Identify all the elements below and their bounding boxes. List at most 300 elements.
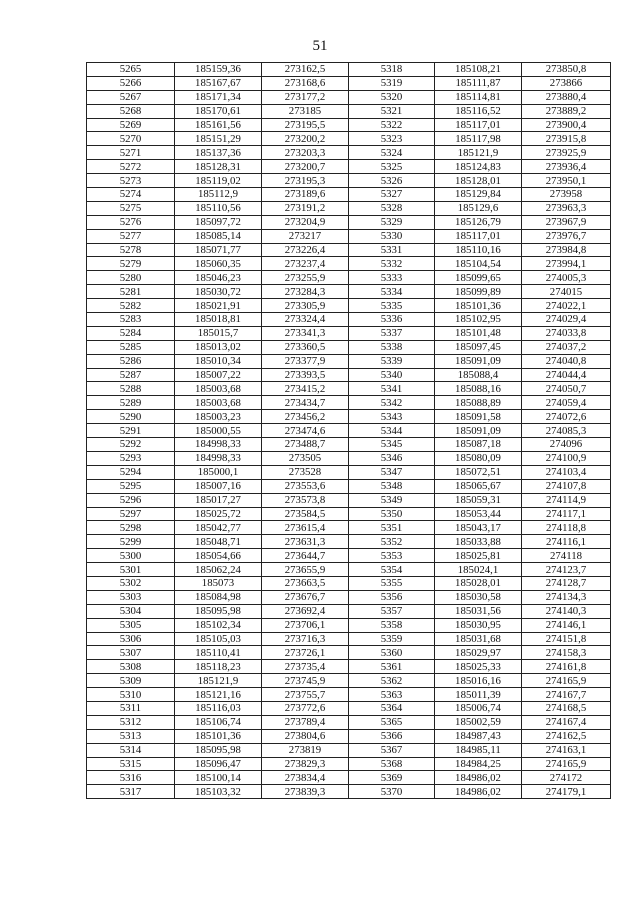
x-coordinate-left-cell: 185167,67 [175,76,262,90]
table-row [87,549,611,563]
x-coordinate-left-cell: 185137,36 [175,146,262,160]
y-coordinate-left-cell: 273631,3 [262,535,349,549]
point-number-left-cell: 5292 [87,438,175,452]
page-number: 51 [312,38,328,54]
point-number-left-cell: 5288 [87,382,175,396]
table-row [87,563,611,577]
y-coordinate-right-cell: 274161,8 [522,660,611,674]
x-coordinate-right-cell: 184986,02 [435,771,522,785]
x-coordinate-left-cell: 185025,72 [175,507,262,521]
y-coordinate-right-cell: 274163,1 [522,743,611,757]
x-coordinate-left-cell: 185060,35 [175,257,262,271]
x-coordinate-right-cell: 185088,16 [435,382,522,396]
y-coordinate-left-cell: 273706,1 [262,618,349,632]
x-coordinate-right-cell: 185110,16 [435,243,522,257]
x-coordinate-left-cell: 185106,74 [175,715,262,729]
y-coordinate-right-cell: 274162,5 [522,729,611,743]
y-coordinate-left-cell: 273226,4 [262,243,349,257]
point-number-left-cell: 5305 [87,618,175,632]
x-coordinate-left-cell: 185054,66 [175,549,262,563]
point-number-right-cell: 5337 [349,326,435,340]
point-number-right-cell: 5366 [349,729,435,743]
table-row [87,215,611,229]
table-row [87,701,611,715]
y-coordinate-right-cell: 273976,7 [522,229,611,243]
table-row [87,438,611,452]
y-coordinate-left-cell: 273415,2 [262,382,349,396]
x-coordinate-right-cell: 185031,68 [435,632,522,646]
x-coordinate-right-cell: 185126,79 [435,215,522,229]
point-number-right-cell: 5361 [349,660,435,674]
y-coordinate-right-cell: 274165,9 [522,674,611,688]
y-coordinate-right-cell: 274117,1 [522,507,611,521]
y-coordinate-left-cell: 273360,5 [262,340,349,354]
y-coordinate-left-cell: 273655,9 [262,563,349,577]
point-number-left-cell: 5304 [87,604,175,618]
x-coordinate-right-cell: 185043,17 [435,521,522,535]
y-coordinate-right-cell: 273936,4 [522,160,611,174]
table-row [87,313,611,327]
x-coordinate-left-cell: 185116,03 [175,701,262,715]
x-coordinate-left-cell: 185003,68 [175,382,262,396]
x-coordinate-left-cell: 185084,98 [175,590,262,604]
point-number-right-cell: 5342 [349,396,435,410]
x-coordinate-left-cell: 185017,27 [175,493,262,507]
table-row [87,354,611,368]
table-row [87,396,611,410]
point-number-right-cell: 5352 [349,535,435,549]
x-coordinate-right-cell: 185072,51 [435,465,522,479]
x-coordinate-left-cell: 185171,34 [175,90,262,104]
point-number-right-cell: 5364 [349,701,435,715]
y-coordinate-left-cell: 273168,6 [262,76,349,90]
table-row [87,743,611,757]
x-coordinate-right-cell: 185011,39 [435,688,522,702]
y-coordinate-right-cell: 274096 [522,438,611,452]
point-number-left-cell: 5301 [87,563,175,577]
table-row [87,299,611,313]
x-coordinate-left-cell: 185013,02 [175,340,262,354]
x-coordinate-right-cell: 185059,31 [435,493,522,507]
table-row [87,729,611,743]
table-row [87,160,611,174]
table-row [87,771,611,785]
y-coordinate-left-cell: 273185 [262,104,349,118]
point-number-right-cell: 5354 [349,563,435,577]
point-number-left-cell: 5297 [87,507,175,521]
y-coordinate-left-cell: 273716,3 [262,632,349,646]
x-coordinate-right-cell: 185117,01 [435,229,522,243]
point-number-left-cell: 5282 [87,299,175,313]
x-coordinate-left-cell: 185062,24 [175,563,262,577]
point-number-left-cell: 5279 [87,257,175,271]
y-coordinate-right-cell: 274107,8 [522,479,611,493]
x-coordinate-right-cell: 185128,01 [435,174,522,188]
x-coordinate-left-cell: 185073 [175,576,262,590]
table-row [87,424,611,438]
x-coordinate-right-cell: 185080,09 [435,451,522,465]
point-number-left-cell: 5276 [87,215,175,229]
y-coordinate-left-cell: 273553,6 [262,479,349,493]
point-number-left-cell: 5273 [87,174,175,188]
point-number-right-cell: 5353 [349,549,435,563]
y-coordinate-right-cell: 274114,9 [522,493,611,507]
table-row [87,174,611,188]
y-coordinate-left-cell: 273745,9 [262,674,349,688]
point-number-right-cell: 5344 [349,424,435,438]
x-coordinate-left-cell: 185021,91 [175,299,262,313]
point-number-left-cell: 5296 [87,493,175,507]
x-coordinate-right-cell: 185114,81 [435,90,522,104]
x-coordinate-left-cell: 185046,23 [175,271,262,285]
y-coordinate-left-cell: 273819 [262,743,349,757]
table-row [87,271,611,285]
point-number-left-cell: 5298 [87,521,175,535]
point-number-left-cell: 5289 [87,396,175,410]
table-row [87,757,611,771]
x-coordinate-right-cell: 185101,36 [435,299,522,313]
point-number-right-cell: 5336 [349,313,435,327]
y-coordinate-right-cell: 273984,8 [522,243,611,257]
point-number-right-cell: 5358 [349,618,435,632]
x-coordinate-left-cell: 185105,03 [175,632,262,646]
y-coordinate-left-cell: 273735,4 [262,660,349,674]
y-coordinate-left-cell: 273324,4 [262,313,349,327]
y-coordinate-left-cell: 273692,4 [262,604,349,618]
x-coordinate-right-cell: 184984,25 [435,757,522,771]
point-number-left-cell: 5299 [87,535,175,549]
y-coordinate-left-cell: 273488,7 [262,438,349,452]
y-coordinate-right-cell: 273925,9 [522,146,611,160]
x-coordinate-left-cell: 185085,14 [175,229,262,243]
y-coordinate-right-cell: 274033,8 [522,326,611,340]
y-coordinate-left-cell: 273755,7 [262,688,349,702]
y-coordinate-left-cell: 273456,2 [262,410,349,424]
x-coordinate-left-cell: 185010,34 [175,354,262,368]
y-coordinate-right-cell: 273994,1 [522,257,611,271]
x-coordinate-right-cell: 184985,11 [435,743,522,757]
point-number-right-cell: 5356 [349,590,435,604]
x-coordinate-left-cell: 185121,16 [175,688,262,702]
y-coordinate-left-cell: 273195,3 [262,174,349,188]
y-coordinate-right-cell: 273958 [522,188,611,202]
point-number-left-cell: 5315 [87,757,175,771]
point-number-left-cell: 5290 [87,410,175,424]
table-row [87,715,611,729]
table-row [87,326,611,340]
point-number-left-cell: 5308 [87,660,175,674]
table-row [87,465,611,479]
y-coordinate-right-cell: 274050,7 [522,382,611,396]
y-coordinate-right-cell: 274168,5 [522,701,611,715]
table-row [87,90,611,104]
point-number-right-cell: 5331 [349,243,435,257]
x-coordinate-right-cell: 185088,89 [435,396,522,410]
point-number-left-cell: 5269 [87,118,175,132]
point-number-left-cell: 5268 [87,104,175,118]
point-number-right-cell: 5345 [349,438,435,452]
x-coordinate-right-cell: 185091,09 [435,354,522,368]
x-coordinate-right-cell: 185091,58 [435,410,522,424]
table-row [87,201,611,215]
x-coordinate-right-cell: 185002,59 [435,715,522,729]
x-coordinate-right-cell: 185028,01 [435,576,522,590]
point-number-right-cell: 5323 [349,132,435,146]
point-number-right-cell: 5355 [349,576,435,590]
x-coordinate-left-cell: 185071,77 [175,243,262,257]
point-number-left-cell: 5295 [87,479,175,493]
x-coordinate-left-cell: 185112,9 [175,188,262,202]
y-coordinate-left-cell: 273191,2 [262,201,349,215]
point-number-right-cell: 5334 [349,285,435,299]
table-row [87,118,611,132]
x-coordinate-left-cell: 185096,47 [175,757,262,771]
y-coordinate-right-cell: 274072,6 [522,410,611,424]
table-row [87,382,611,396]
y-coordinate-right-cell: 274134,3 [522,590,611,604]
point-number-left-cell: 5310 [87,688,175,702]
y-coordinate-left-cell: 273200,2 [262,132,349,146]
y-coordinate-left-cell: 273255,9 [262,271,349,285]
y-coordinate-right-cell: 274005,3 [522,271,611,285]
y-coordinate-left-cell: 273644,7 [262,549,349,563]
x-coordinate-left-cell: 185018,81 [175,313,262,327]
point-number-left-cell: 5302 [87,576,175,590]
point-number-right-cell: 5332 [349,257,435,271]
x-coordinate-right-cell: 185006,74 [435,701,522,715]
x-coordinate-left-cell: 185110,41 [175,646,262,660]
point-number-right-cell: 5341 [349,382,435,396]
table-row [87,229,611,243]
point-number-left-cell: 5313 [87,729,175,743]
point-number-left-cell: 5266 [87,76,175,90]
x-coordinate-left-cell: 185003,68 [175,396,262,410]
table-row [87,132,611,146]
table-row [87,243,611,257]
x-coordinate-right-cell: 185099,65 [435,271,522,285]
point-number-right-cell: 5319 [349,76,435,90]
table-row [87,479,611,493]
y-coordinate-left-cell: 273284,3 [262,285,349,299]
table-row [87,63,611,77]
x-coordinate-right-cell: 185065,67 [435,479,522,493]
table-row [87,368,611,382]
x-coordinate-right-cell: 185111,87 [435,76,522,90]
point-number-left-cell: 5314 [87,743,175,757]
point-number-right-cell: 5340 [349,368,435,382]
x-coordinate-right-cell: 185117,98 [435,132,522,146]
y-coordinate-right-cell: 274167,4 [522,715,611,729]
x-coordinate-left-cell: 185015,7 [175,326,262,340]
point-number-left-cell: 5293 [87,451,175,465]
point-number-right-cell: 5328 [349,201,435,215]
x-coordinate-right-cell: 185030,58 [435,590,522,604]
y-coordinate-right-cell: 273915,8 [522,132,611,146]
x-coordinate-right-cell: 185031,56 [435,604,522,618]
point-number-left-cell: 5312 [87,715,175,729]
y-coordinate-right-cell: 274165,9 [522,757,611,771]
point-number-left-cell: 5283 [87,313,175,327]
x-coordinate-right-cell: 185102,95 [435,313,522,327]
y-coordinate-left-cell: 273434,7 [262,396,349,410]
point-number-left-cell: 5307 [87,646,175,660]
table-row [87,590,611,604]
point-number-right-cell: 5357 [349,604,435,618]
y-coordinate-right-cell: 274151,8 [522,632,611,646]
x-coordinate-left-cell: 185128,31 [175,160,262,174]
y-coordinate-right-cell: 274040,8 [522,354,611,368]
y-coordinate-left-cell: 273200,7 [262,160,349,174]
y-coordinate-right-cell: 274116,1 [522,535,611,549]
table-row [87,76,611,90]
x-coordinate-left-cell: 185110,56 [175,201,262,215]
point-number-left-cell: 5267 [87,90,175,104]
y-coordinate-right-cell: 273963,3 [522,201,611,215]
x-coordinate-right-cell: 185099,89 [435,285,522,299]
x-coordinate-right-cell: 185024,1 [435,563,522,577]
x-coordinate-left-cell: 185097,72 [175,215,262,229]
y-coordinate-right-cell: 273889,2 [522,104,611,118]
x-coordinate-right-cell: 185116,52 [435,104,522,118]
x-coordinate-left-cell: 185095,98 [175,604,262,618]
x-coordinate-right-cell: 185087,18 [435,438,522,452]
x-coordinate-left-cell: 185007,22 [175,368,262,382]
table-row [87,410,611,424]
point-number-right-cell: 5325 [349,160,435,174]
x-coordinate-left-cell: 185118,23 [175,660,262,674]
table-row [87,646,611,660]
point-number-left-cell: 5265 [87,63,175,77]
y-coordinate-right-cell: 274015 [522,285,611,299]
x-coordinate-right-cell: 185129,84 [435,188,522,202]
y-coordinate-right-cell: 274140,3 [522,604,611,618]
y-coordinate-left-cell: 273162,5 [262,63,349,77]
point-number-left-cell: 5277 [87,229,175,243]
y-coordinate-left-cell: 273573,8 [262,493,349,507]
x-coordinate-right-cell: 185091,09 [435,424,522,438]
point-number-right-cell: 5324 [349,146,435,160]
table-row [87,604,611,618]
point-number-right-cell: 5330 [349,229,435,243]
table-row [87,257,611,271]
point-number-left-cell: 5317 [87,785,175,799]
point-number-left-cell: 5280 [87,271,175,285]
table-row [87,785,611,799]
y-coordinate-right-cell: 274118 [522,549,611,563]
x-coordinate-right-cell: 185104,54 [435,257,522,271]
point-number-left-cell: 5287 [87,368,175,382]
x-coordinate-left-cell: 185102,34 [175,618,262,632]
y-coordinate-left-cell: 273393,5 [262,368,349,382]
point-number-right-cell: 5351 [349,521,435,535]
x-coordinate-left-cell: 185000,55 [175,424,262,438]
x-coordinate-left-cell: 185048,71 [175,535,262,549]
y-coordinate-left-cell: 273177,2 [262,90,349,104]
point-number-right-cell: 5343 [349,410,435,424]
point-number-left-cell: 5278 [87,243,175,257]
x-coordinate-right-cell: 185033,88 [435,535,522,549]
point-number-right-cell: 5346 [349,451,435,465]
point-number-right-cell: 5339 [349,354,435,368]
point-number-right-cell: 5360 [349,646,435,660]
y-coordinate-left-cell: 273834,4 [262,771,349,785]
point-number-right-cell: 5369 [349,771,435,785]
y-coordinate-left-cell: 273341,3 [262,326,349,340]
point-number-right-cell: 5338 [349,340,435,354]
point-number-left-cell: 5300 [87,549,175,563]
x-coordinate-right-cell: 185030,95 [435,618,522,632]
table-row [87,285,611,299]
x-coordinate-left-cell: 185042,77 [175,521,262,535]
point-number-right-cell: 5368 [349,757,435,771]
y-coordinate-left-cell: 273195,5 [262,118,349,132]
x-coordinate-left-cell: 185170,61 [175,104,262,118]
point-number-left-cell: 5285 [87,340,175,354]
point-number-right-cell: 5359 [349,632,435,646]
y-coordinate-left-cell: 273528 [262,465,349,479]
coordinates-table [86,62,611,799]
y-coordinate-left-cell: 273204,9 [262,215,349,229]
point-number-left-cell: 5274 [87,188,175,202]
point-number-right-cell: 5321 [349,104,435,118]
table-row [87,632,611,646]
y-coordinate-right-cell: 274059,4 [522,396,611,410]
point-number-right-cell: 5320 [349,90,435,104]
x-coordinate-left-cell: 185003,23 [175,410,262,424]
x-coordinate-left-cell: 185030,72 [175,285,262,299]
y-coordinate-right-cell: 274128,7 [522,576,611,590]
point-number-right-cell: 5362 [349,674,435,688]
x-coordinate-right-cell: 185129,6 [435,201,522,215]
x-coordinate-left-cell: 185119,02 [175,174,262,188]
x-coordinate-right-cell: 185025,81 [435,549,522,563]
y-coordinate-left-cell: 273377,9 [262,354,349,368]
x-coordinate-right-cell: 185108,21 [435,63,522,77]
table-row [87,618,611,632]
y-coordinate-left-cell: 273615,4 [262,521,349,535]
point-number-left-cell: 5291 [87,424,175,438]
y-coordinate-right-cell: 274100,9 [522,451,611,465]
y-coordinate-right-cell: 274037,2 [522,340,611,354]
point-number-right-cell: 5350 [349,507,435,521]
table-row [87,340,611,354]
y-coordinate-right-cell: 274022,1 [522,299,611,313]
table-row [87,493,611,507]
x-coordinate-left-cell: 185151,29 [175,132,262,146]
point-number-left-cell: 5309 [87,674,175,688]
y-coordinate-right-cell: 274123,7 [522,563,611,577]
y-coordinate-left-cell: 273217 [262,229,349,243]
y-coordinate-right-cell: 274118,8 [522,521,611,535]
y-coordinate-left-cell: 273772,6 [262,701,349,715]
y-coordinate-left-cell: 273804,6 [262,729,349,743]
point-number-left-cell: 5275 [87,201,175,215]
y-coordinate-left-cell: 273237,4 [262,257,349,271]
x-coordinate-left-cell: 185007,16 [175,479,262,493]
y-coordinate-left-cell: 273505 [262,451,349,465]
y-coordinate-left-cell: 273726,1 [262,646,349,660]
point-number-left-cell: 5306 [87,632,175,646]
x-coordinate-left-cell: 185100,14 [175,771,262,785]
point-number-right-cell: 5365 [349,715,435,729]
point-number-right-cell: 5363 [349,688,435,702]
y-coordinate-right-cell: 273967,9 [522,215,611,229]
y-coordinate-left-cell: 273189,6 [262,188,349,202]
point-number-right-cell: 5349 [349,493,435,507]
point-number-left-cell: 5271 [87,146,175,160]
y-coordinate-left-cell: 273789,4 [262,715,349,729]
y-coordinate-right-cell: 273850,8 [522,63,611,77]
